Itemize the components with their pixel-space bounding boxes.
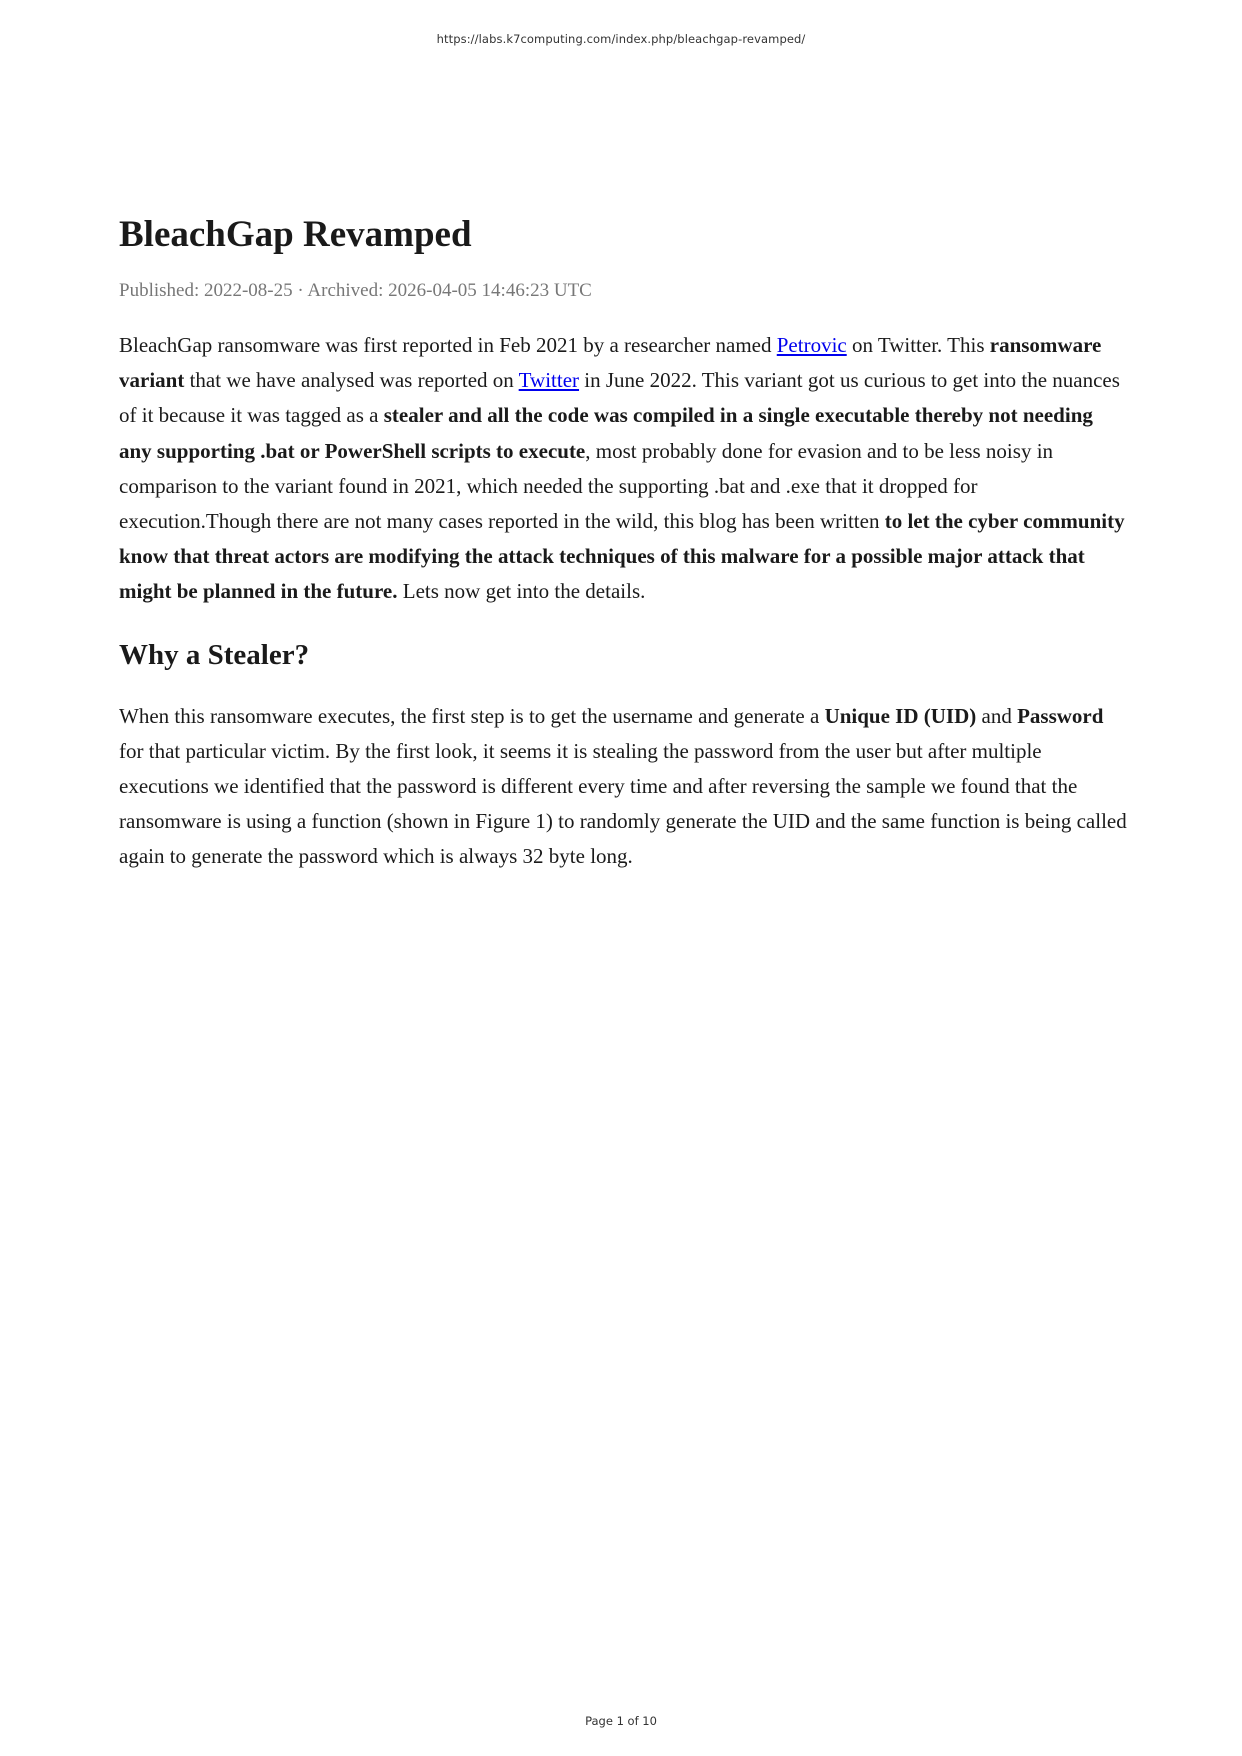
section-text-3: for that particular victim. By the first look, it seems it is stealing the password from the user but after multiple executions we identified that the password is different every time and after reversing the sample we found that the ransomware is using a function (shown in Figure 1) to randomly generate the UID and the same function is being called again to generate the password which is always 32 byte long. [119,738,1127,869]
intro-paragraph [119,328,1129,610]
twitter-link[interactable]: Twitter [518,368,580,393]
intro-text-6: Lets now get into the details. [397,579,646,604]
intro-bold-3: to let the cyber community know that threat actors are modifying the attack techniques of this malware for a possible major attack that might be planned in the future. [119,509,1125,604]
article-meta: Published: 2022-08-25 · Archived: 2026-04-05 14:46:23 UTC [119,280,592,301]
section-bold-password: Password [1017,703,1104,728]
page-number: Page 1 of 10 [585,1714,657,1728]
petrovic-link[interactable]: Petrovic [776,333,847,357]
article [119,210,1129,875]
intro-bold-2: stealer and all the code was compiled in a single executable thereby not needing any supporting .bat or PowerShell scripts to execute [119,403,1093,463]
section-paragraph [119,699,1129,875]
intro-text-1: BleachGap ransomware was first reported in Feb 2021 by a researcher named [119,333,777,357]
section-bold-uid: Unique ID (UID) [824,703,977,728]
section-heading-why-stealer: Why a Stealer? [119,638,310,671]
intro-bold-1: ransomware variant [119,333,1102,393]
intro-text-5: , most probably done for evasion and to be less noisy in comparison to the variant found in 2021, which needed the supporting .bat and .exe that it dropped for execution.Though there are not many cases reported in the wild, this blog has been written [119,438,1054,534]
intro-text-3: that we have analysed was reported on [184,368,519,393]
intro-text-2: on Twitter. This [846,333,990,357]
page-url: https://labs.k7computing.com/index.php/bleachgap-revamped/ [436,32,806,46]
intro-text-4: in June 2022. This variant got us curious to get into the nuances of it because it was tagged as a [119,368,1120,428]
section-text-2: and [976,703,1018,728]
section-text-1: When this ransomware executes, the first step is to get the username and generate a [119,703,825,728]
article-title: BleachGap Revamped [119,214,472,255]
